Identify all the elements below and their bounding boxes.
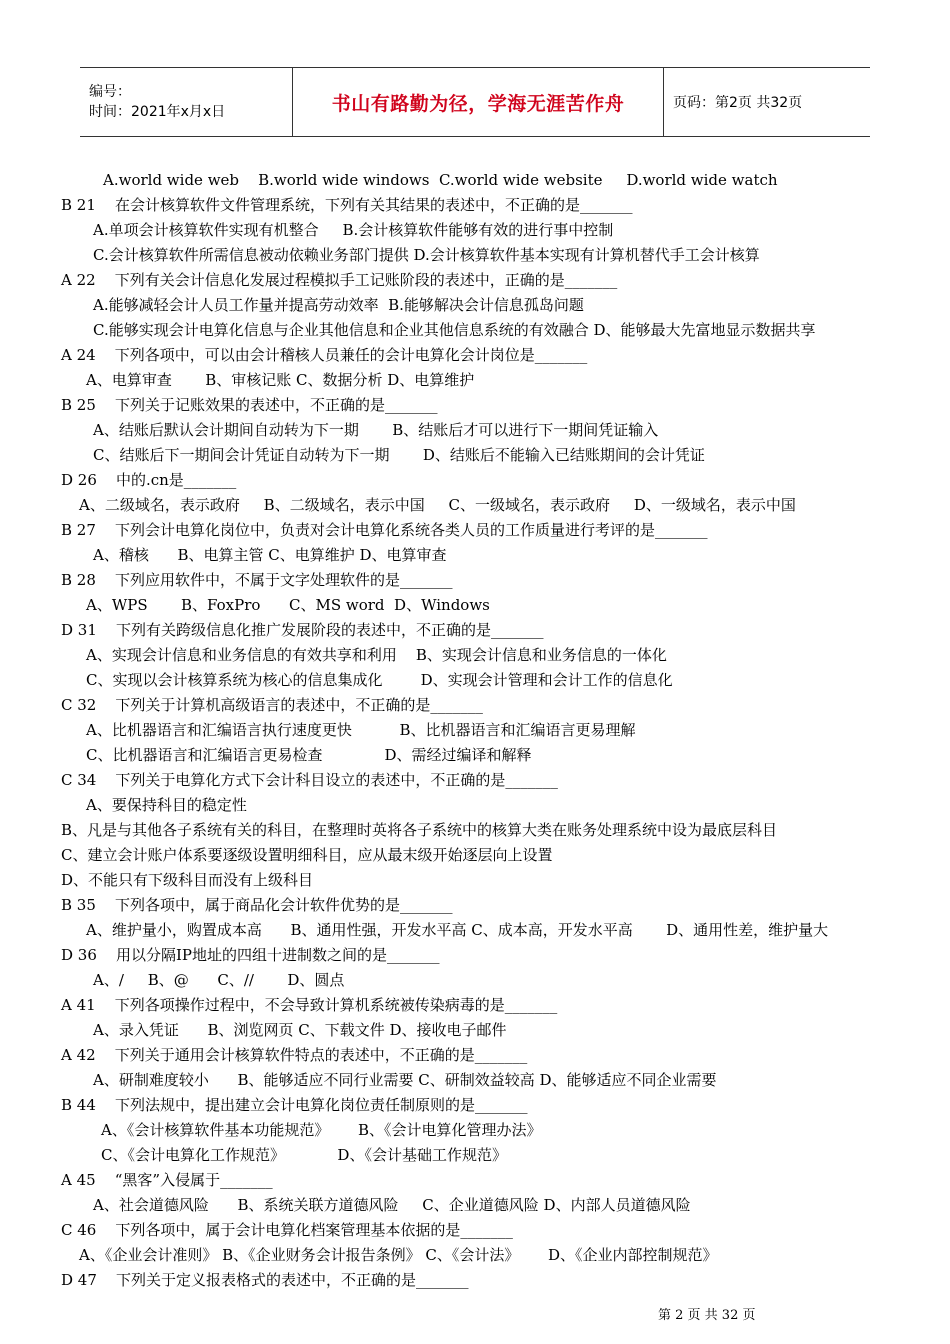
page-header <box>80 67 870 137</box>
question-line: D 47 下列关于定义报表格式的表述中，不正确的是_______ <box>61 1271 469 1289</box>
option-line: C.会计核算软件所需信息被动依赖业务部门提供 D.会计核算软件基本实现有计算机替代手工会计核算 <box>93 246 760 264</box>
question-line: D 26 中的.cn是_______ <box>61 471 237 489</box>
option-line: A、研制难度较小 B、能够适应不同行业需要 C、研制效益较高 D、能够适应不同企业需要 <box>93 1071 717 1089</box>
question-line: B 25 下列关于记账效果的表述中，不正确的是_______ <box>61 396 438 414</box>
option-line: A、二级域名，表示政府 B、二级域名，表示中国 C、一级域名，表示政府 D、一级域名，表示中国 <box>79 496 796 514</box>
question-line: D 36 用以分隔IP地址的四组十进制数之间的是_______ <box>61 946 440 964</box>
option-line: A.world wide web B.world wide windows C.world wide website D.world wide watch <box>103 171 778 189</box>
option-line: A、稽核 B、电算主管 C、电算维护 D、电算审查 <box>93 546 447 564</box>
option-line: C、实现以会计核算系统为核心的信息集成化 D、实现会计管理和会计工作的信息化 <box>86 671 673 689</box>
option-line: A、WPS B、FoxPro C、MS word D、Windows <box>86 596 490 614</box>
option-line: A、电算审查 B、审核记账 C、数据分析 D、电算维护 <box>86 371 475 389</box>
doc-number-label: 编号： <box>89 84 131 100</box>
motto-text: 书山有路勤为径，学海无涯苦作舟 <box>331 92 625 115</box>
question-line: B 35 下列各项中，属于商品化会计软件优势的是_______ <box>61 896 453 914</box>
option-line: B、凡是与其他各子系统有关的科目，在整理时英将各子系统中的核算大类在账务处理系统中设为最底层科目 <box>61 821 778 839</box>
question-line: A 22 下列有关会计信息化发展过程模拟手工记账阶段的表述中，正确的是_______ <box>61 271 618 289</box>
question-line: B 28 下列应用软件中，不属于文字处理软件的是_______ <box>61 571 453 589</box>
question-line: B 21 在会计核算软件文件管理系统，下列有关其结果的表述中，不正确的是_______ <box>61 196 633 214</box>
question-line: C 46 下列各项中，属于会计电算化档案管理基本依据的是_______ <box>61 1221 513 1239</box>
option-line: A、实现会计信息和业务信息的有效共享和利用 B、实现会计信息和业务信息的一体化 <box>86 646 667 664</box>
page-footer: 第 2 页 共 32 页 <box>658 1308 756 1323</box>
option-line: C.能够实现会计电算化信息与企业其他信息和企业其他信息系统的有效融合 D、能够最大先富地显示数据共享 <box>93 321 816 339</box>
question-line: A 45 “黑客”入侵属于_______ <box>61 1171 273 1189</box>
option-line: A、比机器语言和汇编语言执行速度更快 B、比机器语言和汇编语言更易理解 <box>86 721 636 739</box>
question-line: A 24 下列各项中，可以由会计稽核人员兼任的会计电算化会计岗位是_______ <box>61 346 588 364</box>
option-line: C、比机器语言和汇编语言更易检查 D、需经过编译和解释 <box>86 746 532 764</box>
option-line: A.单项会计核算软件实现有机整合 B.会计核算软件能够有效的进行事中控制 <box>93 221 614 239</box>
option-line: D、不能只有下级科目而没有上级科目 <box>61 871 314 889</box>
option-line: C、结账后下一期间会计凭证自动转为下一期 D、结账后不能输入已结账期间的会计凭证 <box>93 446 705 464</box>
option-line: A、维护量小，购置成本高 B、通用性强，开发水平高 C、成本高，开发水平高 D、通用性差，维护量大 <box>86 921 829 939</box>
header-motto-cell <box>292 68 664 136</box>
question-line: C 32 下列关于计算机高级语言的表述中，不正确的是_______ <box>61 696 483 714</box>
question-line: D 31 下列有关跨级信息化推广发展阶段的表述中，不正确的是_______ <box>61 621 544 639</box>
page-number-label: 页码：第2页 共32页 <box>673 95 803 111</box>
question-line: C 34 下列关于电算化方式下会计科目设立的表述中，不正确的是_______ <box>61 771 558 789</box>
header-page-cell <box>664 68 802 136</box>
option-line: A、社会道德风险 B、系统关联方道德风险 C、企业道德风险 D、内部人员道德风险 <box>93 1196 691 1214</box>
option-line: A、结账后默认会计期间自动转为下一期 B、结账后才可以进行下一期间凭证输入 <box>93 421 659 439</box>
option-line: C、建立会计账户体系要逐级设置明细科目，应从最末级开始逐层向上设置 <box>61 846 553 864</box>
doc-time-label: 时间：2021年x月x日 <box>89 104 226 120</box>
option-line: A、要保持科目的稳定性 <box>86 796 247 814</box>
question-line: A 42 下列关于通用会计核算软件特点的表述中，不正确的是_______ <box>61 1046 528 1064</box>
option-line: A、/ B、@ C、// D、圆点 <box>93 971 345 989</box>
header-meta <box>80 68 292 136</box>
option-line: A、录入凭证 B、浏览网页 C、下载文件 D、接收电子邮件 <box>93 1021 507 1039</box>
option-line: A.能够减轻会计人员工作量并提高劳动效率 B.能够解决会计信息孤岛问题 <box>93 296 584 314</box>
option-line: A、《企业会计准则》 B、《企业财务会计报告条例》 C、《会计法》 D、《企业内部控制规范》 <box>79 1246 718 1264</box>
option-line: C、《会计电算化工作规范》 D、《会计基础工作规范》 <box>101 1146 507 1164</box>
option-line: A、《会计核算软件基本功能规范》 B、《会计电算化管理办法》 <box>101 1121 542 1139</box>
question-line: B 44 下列法规中，提出建立会计电算化岗位责任制原则的是_______ <box>61 1096 528 1114</box>
question-line: B 27 下列会计电算化岗位中，负责对会计电算化系统各类人员的工作质量进行考评的是_______ <box>61 521 708 539</box>
question-line: A 41 下列各项操作过程中，不会导致计算机系统被传染病毒的是_______ <box>61 996 558 1014</box>
